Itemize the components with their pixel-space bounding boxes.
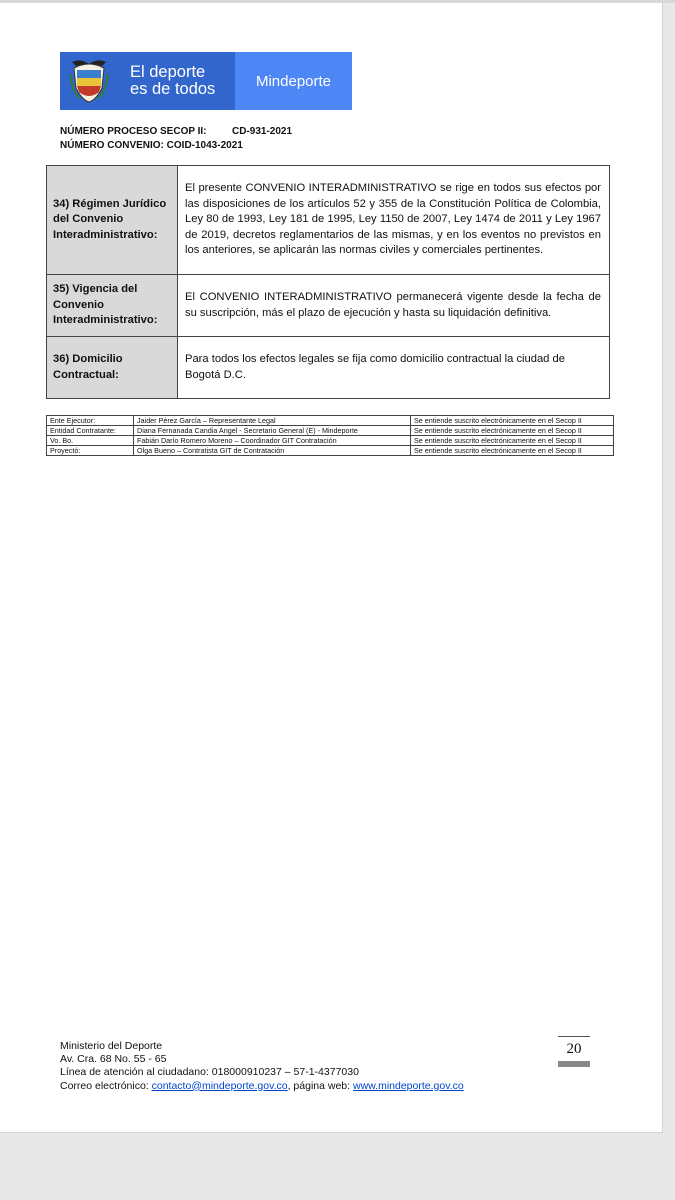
- page-number-bar: [558, 1061, 590, 1067]
- viewer-top-strip: [0, 0, 675, 3]
- signature-role: Entidad Contratante:: [47, 426, 134, 436]
- signature-note: Se entiende suscrito electrónicamente en el Secop II: [411, 426, 614, 436]
- brand-name: Mindeporte: [255, 72, 332, 90]
- signature-name: Jaider Pérez García – Representante Legal: [134, 416, 411, 426]
- signature-row: [47, 436, 614, 446]
- signature-row: [47, 446, 614, 456]
- process-label: NÚMERO PROCESO SECOP II:: [60, 126, 207, 137]
- footer-address: Av. Cra. 68 No. 55 - 65: [60, 1053, 167, 1066]
- clause-text: El presente CONVENIO INTERADMINISTRATIVO se rige en todos sus efectos por las disposiciones de los artículos 52 y 355 de la Constitución Política de Colombia, Ley 80 de 1993, Ley 181 de 1995, Ley 1150 de 2007, Ley 1474 de 2011 y Ley 1967 de 2019, decretos reglamentarios de las mismas, y en los eventos no previstos en los anteriores, se aplicarán las normas civiles y comerciales pertinentes.: [178, 166, 610, 275]
- footer-ministry: Ministerio del Deporte: [60, 1040, 163, 1052]
- email-prefix: Correo electrónico:: [60, 1079, 152, 1092]
- slogan-line-2: es de todos: [130, 80, 216, 98]
- signature-note: Se entiende suscrito electrónicamente en el Secop II: [411, 436, 614, 446]
- website-link[interactable]: www.mindeporte.gov.co: [352, 1079, 464, 1092]
- clause-label: 34) Régimen Jurídico del Convenio Interadministrativo:: [47, 166, 178, 275]
- process-value: CD-931-2021: [232, 126, 293, 137]
- signature-row: [47, 416, 614, 426]
- clause-label: 35) Vigencia del Convenio Interadministrativo:: [47, 275, 178, 337]
- signature-note: Se entiende suscrito electrónicamente en el Secop II: [411, 446, 614, 456]
- clause-label: 36) Domicilio Contractual:: [47, 337, 178, 399]
- page-footer: [60, 1040, 464, 1093]
- signature-role: Vo. Bo.: [47, 436, 134, 446]
- clause-text: El CONVENIO INTERADMINISTRATIVO permanecerá vigente desde la fecha de su suscripción, más el plazo de ejecución y hasta su liquidación definitiva.: [178, 275, 610, 337]
- convenio-number: NÚMERO CONVENIO: COID-1043-2021: [60, 140, 243, 151]
- signature-name: Diana Fernanada Candia Angel - Secretario General (E) - Mindeporte: [134, 426, 411, 436]
- logo-brand-panel: [235, 52, 352, 110]
- footer-contact: [60, 1080, 464, 1093]
- process-meta: [60, 125, 292, 153]
- clause-text: Para todos los efectos legales se fija como domicilio contractual la ciudad de Bogotá D.C.: [178, 337, 610, 399]
- signature-note: Se entiende suscrito electrónicamente en el Secop II: [411, 416, 614, 426]
- slogan: [130, 64, 215, 98]
- signatures-table: [46, 415, 614, 456]
- footer-phone: Línea de atención al ciudadano: 018000910237 – 57-1-4377030: [60, 1066, 359, 1079]
- signature-name: Olga Bueno – Contratista GIT de Contratación: [134, 446, 411, 456]
- slogan-line-1: El deporte: [130, 63, 206, 81]
- clause-row: [47, 275, 610, 337]
- signature-role: Ente Ejecutor:: [47, 416, 134, 426]
- email-link[interactable]: contacto@mindeporte.gov.co: [151, 1079, 288, 1092]
- clauses-table: [46, 165, 610, 399]
- signature-role: Proyectó:: [47, 446, 134, 456]
- signature-row: [47, 426, 614, 436]
- page-number: 20: [558, 1036, 590, 1058]
- clause-row: [47, 166, 610, 275]
- colombia-coat-of-arms-icon: [68, 58, 110, 104]
- web-prefix: , página web:: [287, 1079, 353, 1092]
- clause-row: [47, 337, 610, 399]
- logo-slogan-panel: [60, 52, 235, 110]
- signature-name: Fabián Darío Romero Moreno – Coordinador GIT Contratación: [134, 436, 411, 446]
- mindeporte-logo: [60, 52, 352, 110]
